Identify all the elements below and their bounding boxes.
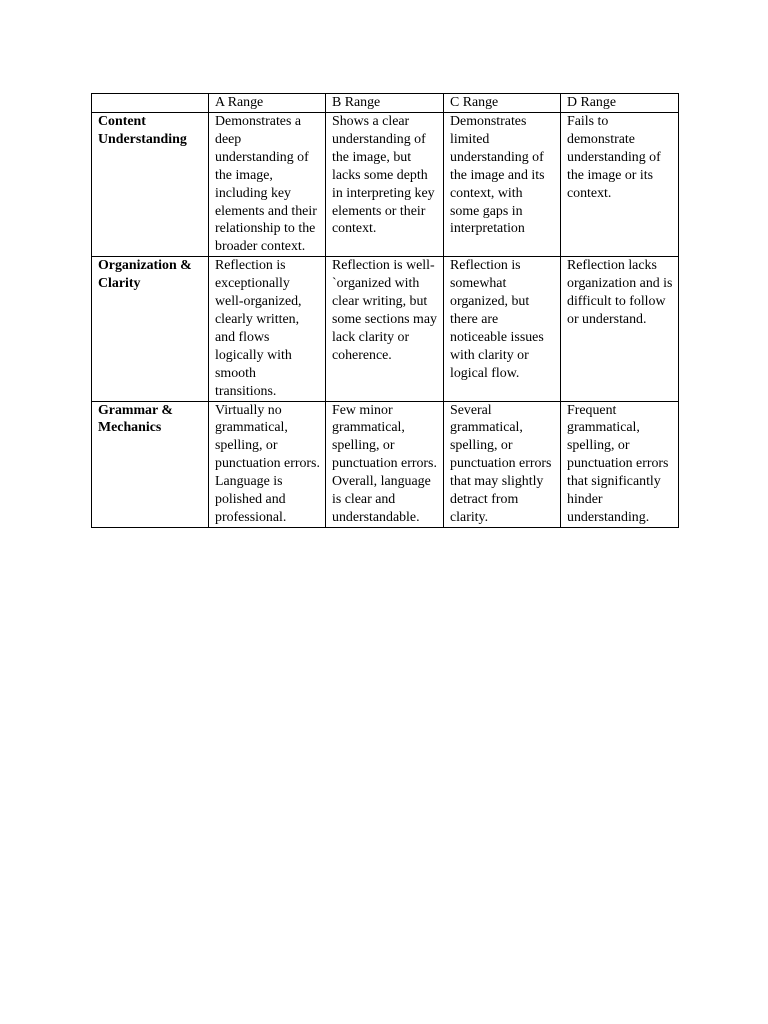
table-row-content-understanding — [92, 113, 679, 257]
rubric-table — [91, 93, 679, 528]
criterion-organization-clarity: Organization & Clarity — [92, 257, 209, 401]
header-cell-empty — [92, 94, 209, 113]
criterion-content-understanding: Content Understanding — [92, 113, 209, 257]
header-row — [92, 94, 679, 113]
cell-content-a: Demonstrates a deep understanding of the image, including key elements and their relationship to the broader context. — [209, 113, 326, 257]
cell-content-c: Demonstrates limited understanding of the image and its context, with some gaps in interpretation — [444, 113, 561, 257]
criterion-grammar-mechanics: Grammar & Mechanics — [92, 401, 209, 527]
cell-grammar-d: Frequent grammatical, spelling, or punctuation errors that significantly hinder understanding. — [561, 401, 679, 527]
header-cell-a-range: A Range — [209, 94, 326, 113]
cell-grammar-b: Few minor grammatical, spelling, or punctuation errors. Overall, language is clear and understandable. — [326, 401, 444, 527]
table-row-organization-clarity — [92, 257, 679, 401]
table-row-grammar-mechanics — [92, 401, 679, 527]
cell-organization-c: Reflection is somewhat organized, but there are noticeable issues with clarity or logical flow. — [444, 257, 561, 401]
cell-grammar-c: Several grammatical, spelling, or punctuation errors that may slightly detract from clarity. — [444, 401, 561, 527]
cell-content-b: Shows a clear understanding of the image, but lacks some depth in interpreting key elements or their context. — [326, 113, 444, 257]
cell-grammar-a: Virtually no grammatical, spelling, or punctuation errors. Language is polished and professional. — [209, 401, 326, 527]
cell-content-d: Fails to demonstrate understanding of the image or its context. — [561, 113, 679, 257]
header-cell-b-range: B Range — [326, 94, 444, 113]
header-cell-d-range: D Range — [561, 94, 679, 113]
header-cell-c-range: C Range — [444, 94, 561, 113]
cell-organization-a: Reflection is exceptionally well-organized, clearly written, and flows logically with smooth transitions. — [209, 257, 326, 401]
cell-organization-b: Reflection is well-`organized with clear writing, but some sections may lack clarity or coherence. — [326, 257, 444, 401]
cell-organization-d: Reflection lacks organization and is difficult to follow or understand. — [561, 257, 679, 401]
